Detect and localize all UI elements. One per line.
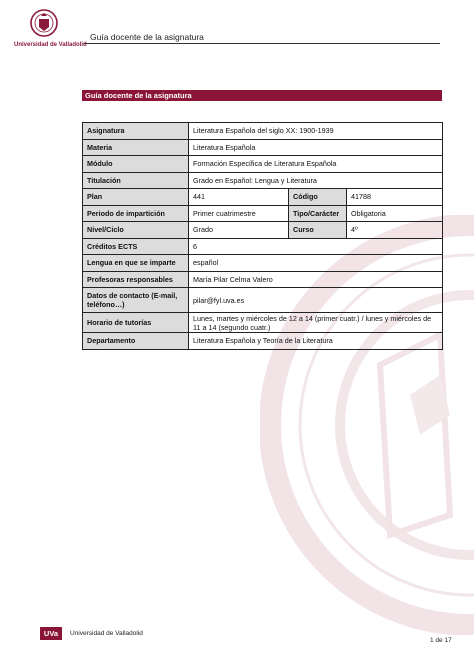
university-crest-icon xyxy=(29,8,59,40)
university-logo xyxy=(14,8,87,48)
materia-value: Literatura Española xyxy=(189,139,443,156)
university-logo-text: Universidad de Valladolid xyxy=(14,42,87,48)
horario-value: Lunes, martes y miércoles de 12 a 14 (primer cuatr.) / lunes y miércoles de 11 a 14 (segundo cuatr.) xyxy=(189,313,443,333)
asignatura-value: Literatura Española del siglo XX: 1900-1939 xyxy=(189,123,443,140)
modulo-label: Módulo xyxy=(83,156,189,173)
header-divider xyxy=(84,43,440,44)
table-row xyxy=(83,271,443,288)
departamento-value: Literatura Española y Teoría de la Literatura xyxy=(189,333,443,350)
titulacion-label: Titulación xyxy=(83,172,189,189)
modulo-value: Formación Específica de Literatura Española xyxy=(189,156,443,173)
creditos-value: 6 xyxy=(189,238,443,255)
lengua-value: español xyxy=(189,255,443,272)
materia-label: Materia xyxy=(83,139,189,156)
horario-label: Horario de tutorías xyxy=(83,313,189,333)
nivel-label: Nivel/Ciclo xyxy=(83,222,189,239)
course-info-table xyxy=(82,122,443,350)
tipo-label: Tipo/Carácter xyxy=(289,205,347,222)
contacto-label: Datos de contacto (E-mail, teléfono…) xyxy=(83,288,189,313)
asignatura-label: Asignatura xyxy=(83,123,189,140)
codigo-label: Código xyxy=(289,189,347,206)
table-row xyxy=(83,222,443,239)
periodo-value: Primer cuatrimestre xyxy=(189,205,289,222)
document-title: Guía docente de la asignatura xyxy=(90,32,204,42)
uva-logo: UVa xyxy=(40,627,62,640)
profesoras-value: María Pilar Celma Valero xyxy=(189,271,443,288)
section-title-bar: Guía docente de la asignatura xyxy=(82,90,442,101)
codigo-value: 41788 xyxy=(347,189,443,206)
table-row xyxy=(83,255,443,272)
plan-value: 441 xyxy=(189,189,289,206)
table-row xyxy=(83,172,443,189)
curso-value: 4º xyxy=(347,222,443,239)
titulacion-value: Grado en Español: Lengua y Literatura xyxy=(189,172,443,189)
footer-institution: Universidad de Valladolid xyxy=(70,630,143,637)
table-row xyxy=(83,205,443,222)
plan-label: Plan xyxy=(83,189,189,206)
table-row xyxy=(83,189,443,206)
nivel-value: Grado xyxy=(189,222,289,239)
table-row xyxy=(83,238,443,255)
curso-label: Curso xyxy=(289,222,347,239)
table-row xyxy=(83,139,443,156)
table-row xyxy=(83,156,443,173)
table-row xyxy=(83,333,443,350)
departamento-label: Departamento xyxy=(83,333,189,350)
table-row xyxy=(83,313,443,333)
table-row xyxy=(83,123,443,140)
tipo-value: Obligatoria xyxy=(347,205,443,222)
table-row xyxy=(83,288,443,313)
creditos-label: Créditos ECTS xyxy=(83,238,189,255)
profesoras-label: Profesoras responsables xyxy=(83,271,189,288)
periodo-label: Periodo de impartición xyxy=(83,205,189,222)
contacto-value: pilar@fyl.uva.es xyxy=(189,288,443,313)
lengua-label: Lengua en que se imparte xyxy=(83,255,189,272)
page-number: 1 de 17 xyxy=(430,637,452,644)
